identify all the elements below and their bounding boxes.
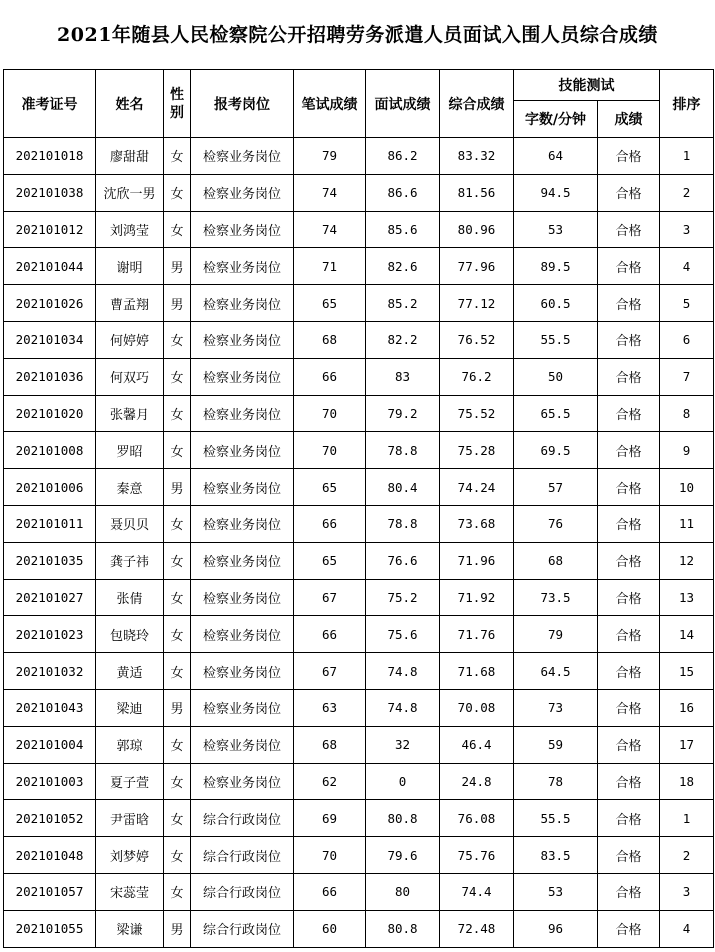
- cell-name: 刘梦婷: [96, 837, 164, 874]
- cell-position: 检察业务岗位: [191, 321, 294, 358]
- cell-result: 合格: [598, 873, 660, 910]
- cell-id: 202101048: [4, 837, 96, 874]
- cell-id: 202101035: [4, 542, 96, 579]
- cell-result: 合格: [598, 138, 660, 175]
- cell-rank: 1: [660, 800, 714, 837]
- cell-total: 46.4: [440, 726, 514, 763]
- cell-interview: 80.8: [366, 910, 440, 947]
- cell-rank: 4: [660, 248, 714, 285]
- cell-name: 何婷婷: [96, 321, 164, 358]
- table-row: [4, 616, 714, 653]
- cell-name: 包晓玲: [96, 616, 164, 653]
- cell-name: 宋蕊莹: [96, 873, 164, 910]
- cell-name: 夏子萱: [96, 763, 164, 800]
- cell-gender: 女: [164, 432, 191, 469]
- cell-result: 合格: [598, 285, 660, 322]
- cell-rank: 6: [660, 321, 714, 358]
- cell-total: 81.56: [440, 174, 514, 211]
- cell-written: 66: [294, 616, 366, 653]
- cell-total: 75.28: [440, 432, 514, 469]
- cell-position: 综合行政岗位: [191, 800, 294, 837]
- cell-speed: 60.5: [514, 285, 598, 322]
- table-row: [4, 800, 714, 837]
- cell-speed: 68: [514, 542, 598, 579]
- table-row: [4, 653, 714, 690]
- page-title: 2021年随县人民检察院公开招聘劳务派遣人员面试入围人员综合成绩: [57, 23, 658, 46]
- cell-position: 检察业务岗位: [191, 689, 294, 726]
- cell-name: 龚子祎: [96, 542, 164, 579]
- cell-speed: 89.5: [514, 248, 598, 285]
- cell-name: 曹孟翔: [96, 285, 164, 322]
- cell-id: 202101057: [4, 873, 96, 910]
- cell-speed: 64: [514, 138, 598, 175]
- cell-position: 检察业务岗位: [191, 469, 294, 506]
- cell-rank: 2: [660, 837, 714, 874]
- cell-name: 张馨月: [96, 395, 164, 432]
- cell-rank: 3: [660, 211, 714, 248]
- header-name: 姓名: [96, 70, 164, 138]
- cell-speed: 76: [514, 505, 598, 542]
- cell-position: 检察业务岗位: [191, 542, 294, 579]
- cell-id: 202101034: [4, 321, 96, 358]
- cell-result: 合格: [598, 395, 660, 432]
- header-gender: [164, 70, 191, 138]
- cell-speed: 53: [514, 873, 598, 910]
- cell-name: 罗昭: [96, 432, 164, 469]
- cell-rank: 8: [660, 395, 714, 432]
- cell-result: 合格: [598, 579, 660, 616]
- cell-speed: 83.5: [514, 837, 598, 874]
- cell-gender: 男: [164, 285, 191, 322]
- cell-result: 合格: [598, 910, 660, 947]
- cell-written: 67: [294, 579, 366, 616]
- cell-name: 廖甜甜: [96, 138, 164, 175]
- cell-interview: 80: [366, 873, 440, 910]
- cell-name: 秦意: [96, 469, 164, 506]
- cell-result: 合格: [598, 211, 660, 248]
- cell-id: 202101023: [4, 616, 96, 653]
- header-id: 准考证号: [4, 70, 96, 138]
- cell-speed: 64.5: [514, 653, 598, 690]
- header-total: 综合成绩: [440, 70, 514, 138]
- cell-result: 合格: [598, 653, 660, 690]
- cell-total: 74.24: [440, 469, 514, 506]
- cell-position: 检察业务岗位: [191, 616, 294, 653]
- cell-result: 合格: [598, 726, 660, 763]
- cell-interview: 75.6: [366, 616, 440, 653]
- cell-result: 合格: [598, 248, 660, 285]
- cell-name: 尹雷晗: [96, 800, 164, 837]
- cell-result: 合格: [598, 800, 660, 837]
- table-body: [4, 138, 714, 948]
- cell-written: 63: [294, 689, 366, 726]
- table-row: [4, 174, 714, 211]
- table-row: [4, 285, 714, 322]
- cell-rank: 7: [660, 358, 714, 395]
- cell-position: 检察业务岗位: [191, 653, 294, 690]
- cell-id: 202101044: [4, 248, 96, 285]
- cell-total: 80.96: [440, 211, 514, 248]
- cell-interview: 74.8: [366, 653, 440, 690]
- cell-interview: 85.2: [366, 285, 440, 322]
- cell-name: 梁迪: [96, 689, 164, 726]
- cell-position: 检察业务岗位: [191, 211, 294, 248]
- cell-position: 检察业务岗位: [191, 505, 294, 542]
- header-rank: 排序: [660, 70, 714, 138]
- cell-id: 202101012: [4, 211, 96, 248]
- cell-result: 合格: [598, 505, 660, 542]
- cell-rank: 11: [660, 505, 714, 542]
- cell-id: 202101043: [4, 689, 96, 726]
- cell-id: 202101052: [4, 800, 96, 837]
- cell-id: 202101011: [4, 505, 96, 542]
- table-row: [4, 873, 714, 910]
- cell-name: 黄适: [96, 653, 164, 690]
- cell-written: 68: [294, 726, 366, 763]
- cell-written: 66: [294, 873, 366, 910]
- table-row: [4, 837, 714, 874]
- cell-written: 62: [294, 763, 366, 800]
- cell-interview: 86.6: [366, 174, 440, 211]
- cell-id: 202101026: [4, 285, 96, 322]
- cell-result: 合格: [598, 321, 660, 358]
- cell-id: 202101020: [4, 395, 96, 432]
- cell-speed: 65.5: [514, 395, 598, 432]
- cell-gender: 女: [164, 800, 191, 837]
- cell-rank: 14: [660, 616, 714, 653]
- table-row: [4, 542, 714, 579]
- cell-speed: 55.5: [514, 800, 598, 837]
- cell-result: 合格: [598, 689, 660, 726]
- cell-total: 76.2: [440, 358, 514, 395]
- cell-interview: 83: [366, 358, 440, 395]
- cell-total: 73.68: [440, 505, 514, 542]
- table-row: [4, 432, 714, 469]
- cell-interview: 82.2: [366, 321, 440, 358]
- table-row: [4, 211, 714, 248]
- cell-gender: 女: [164, 138, 191, 175]
- cell-total: 83.32: [440, 138, 514, 175]
- table-row: [4, 469, 714, 506]
- cell-total: 71.76: [440, 616, 514, 653]
- header-gender-line2: 别: [170, 104, 184, 121]
- cell-position: 综合行政岗位: [191, 910, 294, 947]
- cell-written: 68: [294, 321, 366, 358]
- cell-written: 79: [294, 138, 366, 175]
- cell-written: 70: [294, 432, 366, 469]
- cell-gender: 女: [164, 321, 191, 358]
- cell-gender: 女: [164, 505, 191, 542]
- cell-result: 合格: [598, 469, 660, 506]
- cell-rank: 17: [660, 726, 714, 763]
- cell-position: 检察业务岗位: [191, 579, 294, 616]
- cell-speed: 69.5: [514, 432, 598, 469]
- cell-position: 检察业务岗位: [191, 432, 294, 469]
- cell-written: 66: [294, 505, 366, 542]
- cell-id: 202101036: [4, 358, 96, 395]
- cell-rank: 10: [660, 469, 714, 506]
- cell-gender: 女: [164, 211, 191, 248]
- table-row: [4, 358, 714, 395]
- cell-rank: 9: [660, 432, 714, 469]
- header-gender-line1: 性: [170, 86, 184, 103]
- cell-result: 合格: [598, 837, 660, 874]
- cell-speed: 79: [514, 616, 598, 653]
- cell-result: 合格: [598, 763, 660, 800]
- cell-interview: 80.8: [366, 800, 440, 837]
- cell-written: 74: [294, 211, 366, 248]
- cell-gender: 女: [164, 726, 191, 763]
- table-row: [4, 138, 714, 175]
- cell-rank: 15: [660, 653, 714, 690]
- cell-gender: 女: [164, 174, 191, 211]
- cell-position: 综合行政岗位: [191, 837, 294, 874]
- cell-id: 202101006: [4, 469, 96, 506]
- cell-speed: 53: [514, 211, 598, 248]
- table-row: [4, 579, 714, 616]
- cell-gender: 男: [164, 910, 191, 947]
- header-speed: 字数/分钟: [514, 101, 598, 138]
- cell-gender: 女: [164, 653, 191, 690]
- table-row: [4, 726, 714, 763]
- results-table: [3, 69, 714, 948]
- cell-gender: 男: [164, 248, 191, 285]
- cell-interview: 79.6: [366, 837, 440, 874]
- cell-rank: 2: [660, 174, 714, 211]
- cell-written: 70: [294, 395, 366, 432]
- cell-name: 郭琼: [96, 726, 164, 763]
- cell-id: 202101027: [4, 579, 96, 616]
- cell-position: 检察业务岗位: [191, 138, 294, 175]
- cell-written: 74: [294, 174, 366, 211]
- cell-total: 77.96: [440, 248, 514, 285]
- cell-name: 何双巧: [96, 358, 164, 395]
- header-position: 报考岗位: [191, 70, 294, 138]
- cell-written: 71: [294, 248, 366, 285]
- cell-total: 77.12: [440, 285, 514, 322]
- cell-result: 合格: [598, 542, 660, 579]
- cell-position: 综合行政岗位: [191, 873, 294, 910]
- cell-written: 66: [294, 358, 366, 395]
- cell-gender: 女: [164, 395, 191, 432]
- header-interview: 面试成绩: [366, 70, 440, 138]
- cell-speed: 78: [514, 763, 598, 800]
- cell-interview: 74.8: [366, 689, 440, 726]
- cell-name: 梁谦: [96, 910, 164, 947]
- cell-interview: 80.4: [366, 469, 440, 506]
- cell-speed: 50: [514, 358, 598, 395]
- cell-total: 74.4: [440, 873, 514, 910]
- cell-id: 202101008: [4, 432, 96, 469]
- cell-interview: 85.6: [366, 211, 440, 248]
- cell-rank: 12: [660, 542, 714, 579]
- cell-id: 202101032: [4, 653, 96, 690]
- cell-id: 202101038: [4, 174, 96, 211]
- cell-total: 71.68: [440, 653, 514, 690]
- cell-written: 67: [294, 653, 366, 690]
- cell-position: 检察业务岗位: [191, 174, 294, 211]
- cell-position: 检察业务岗位: [191, 763, 294, 800]
- cell-gender: 女: [164, 837, 191, 874]
- cell-written: 65: [294, 285, 366, 322]
- cell-written: 65: [294, 469, 366, 506]
- cell-gender: 女: [164, 616, 191, 653]
- cell-name: 谢明: [96, 248, 164, 285]
- cell-interview: 76.6: [366, 542, 440, 579]
- cell-interview: 78.8: [366, 432, 440, 469]
- cell-total: 72.48: [440, 910, 514, 947]
- table-row: [4, 248, 714, 285]
- cell-gender: 女: [164, 542, 191, 579]
- cell-speed: 73: [514, 689, 598, 726]
- cell-speed: 59: [514, 726, 598, 763]
- cell-speed: 96: [514, 910, 598, 947]
- cell-result: 合格: [598, 174, 660, 211]
- cell-name: 聂贝贝: [96, 505, 164, 542]
- cell-id: 202101055: [4, 910, 96, 947]
- cell-total: 71.92: [440, 579, 514, 616]
- cell-total: 75.52: [440, 395, 514, 432]
- table-row: [4, 689, 714, 726]
- cell-written: 60: [294, 910, 366, 947]
- header-written: 笔试成绩: [294, 70, 366, 138]
- cell-position: 检察业务岗位: [191, 726, 294, 763]
- cell-total: 75.76: [440, 837, 514, 874]
- cell-name: 沈欣一男: [96, 174, 164, 211]
- cell-id: 202101004: [4, 726, 96, 763]
- cell-speed: 73.5: [514, 579, 598, 616]
- cell-total: 76.08: [440, 800, 514, 837]
- cell-speed: 94.5: [514, 174, 598, 211]
- cell-id: 202101003: [4, 763, 96, 800]
- cell-position: 检察业务岗位: [191, 395, 294, 432]
- cell-rank: 5: [660, 285, 714, 322]
- cell-name: 刘鸿莹: [96, 211, 164, 248]
- cell-total: 24.8: [440, 763, 514, 800]
- header-result: 成绩: [598, 101, 660, 138]
- table-row: [4, 763, 714, 800]
- cell-interview: 0: [366, 763, 440, 800]
- cell-result: 合格: [598, 358, 660, 395]
- cell-written: 65: [294, 542, 366, 579]
- cell-rank: 1: [660, 138, 714, 175]
- cell-interview: 79.2: [366, 395, 440, 432]
- cell-total: 76.52: [440, 321, 514, 358]
- cell-speed: 57: [514, 469, 598, 506]
- cell-gender: 女: [164, 873, 191, 910]
- cell-result: 合格: [598, 432, 660, 469]
- cell-interview: 78.8: [366, 505, 440, 542]
- cell-gender: 男: [164, 469, 191, 506]
- cell-id: 202101018: [4, 138, 96, 175]
- cell-rank: 18: [660, 763, 714, 800]
- cell-position: 检察业务岗位: [191, 358, 294, 395]
- table-row: [4, 395, 714, 432]
- cell-written: 69: [294, 800, 366, 837]
- header-skill: 技能测试: [514, 70, 660, 101]
- cell-name: 张倩: [96, 579, 164, 616]
- cell-rank: 16: [660, 689, 714, 726]
- cell-total: 70.08: [440, 689, 514, 726]
- cell-interview: 86.2: [366, 138, 440, 175]
- cell-gender: 女: [164, 358, 191, 395]
- cell-speed: 55.5: [514, 321, 598, 358]
- cell-rank: 3: [660, 873, 714, 910]
- cell-gender: 男: [164, 689, 191, 726]
- table-row: [4, 321, 714, 358]
- cell-total: 71.96: [440, 542, 514, 579]
- table-row: [4, 910, 714, 947]
- cell-interview: 75.2: [366, 579, 440, 616]
- cell-written: 70: [294, 837, 366, 874]
- cell-result: 合格: [598, 616, 660, 653]
- cell-position: 检察业务岗位: [191, 248, 294, 285]
- cell-interview: 82.6: [366, 248, 440, 285]
- cell-gender: 女: [164, 763, 191, 800]
- cell-rank: 4: [660, 910, 714, 947]
- cell-interview: 32: [366, 726, 440, 763]
- table-row: [4, 505, 714, 542]
- cell-rank: 13: [660, 579, 714, 616]
- cell-gender: 女: [164, 579, 191, 616]
- cell-position: 检察业务岗位: [191, 285, 294, 322]
